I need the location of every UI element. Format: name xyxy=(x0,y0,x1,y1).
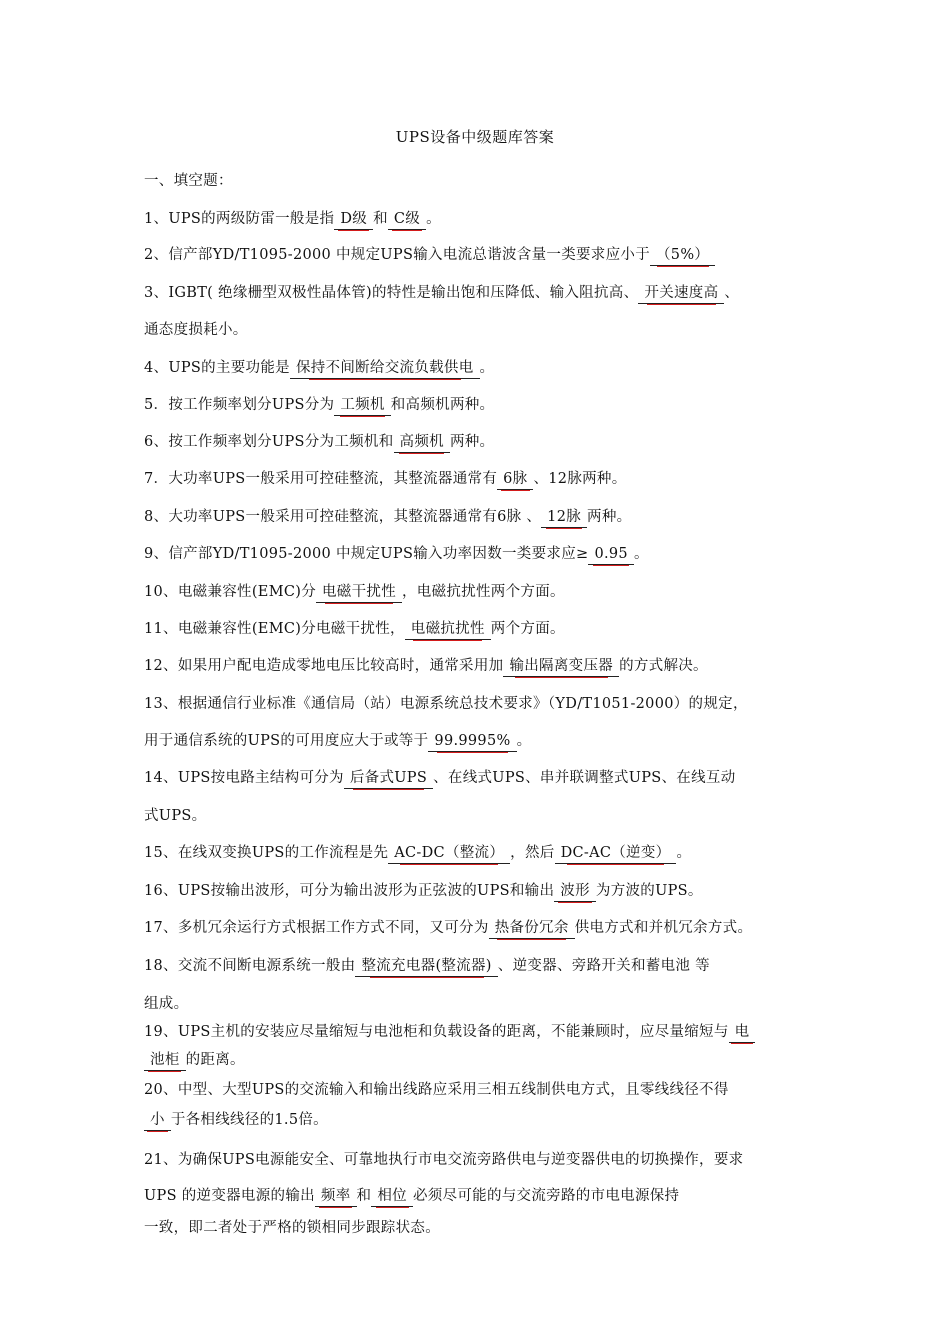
answer-text: 相位 xyxy=(377,1188,407,1204)
answer-blank xyxy=(334,209,373,230)
answer-blank xyxy=(489,918,575,939)
answer-text: 0.95 xyxy=(594,546,628,562)
question-line xyxy=(144,358,814,379)
red-underline-mark xyxy=(370,977,484,978)
red-underline-mark xyxy=(593,565,629,566)
answer-blank xyxy=(541,507,587,528)
question-line xyxy=(144,656,814,677)
red-underline-mark xyxy=(567,864,665,865)
red-underline-mark xyxy=(376,1207,409,1208)
red-underline-mark xyxy=(400,864,498,865)
answer-text: 输出隔离变压器 xyxy=(509,658,614,674)
question-text: 。 xyxy=(516,733,532,749)
question-text: 17、多机冗余运行方式根据工作方式不同，又可分为 xyxy=(144,920,489,936)
answer-blank xyxy=(555,843,677,864)
answer-text: 整流充电器(整流器) xyxy=(361,958,492,974)
question-text: 2、信产部YD/T1095-2000 中规定UPS输入电流总谐波含量一类要求应小于 xyxy=(144,247,650,263)
question-text: UPS 的逆变器电源的输出 xyxy=(144,1188,315,1204)
answer-text: 电磁抗扰性 xyxy=(410,621,485,637)
question-text: 8、大功率UPS一般采用可控硅整流，其整流器通常有6脉 、 xyxy=(144,509,542,525)
answer-blank xyxy=(334,395,390,416)
answer-text: 开关速度高 xyxy=(644,285,719,301)
answer-blank xyxy=(405,619,491,640)
question-text: 6、按工作频率划分UPS分为工频机和 xyxy=(144,434,394,450)
question-text: 两种。 xyxy=(449,434,495,450)
question-line xyxy=(144,918,814,939)
question-text: 12、如果用户配电造成零地电压比较高时，通常采用加 xyxy=(144,658,504,674)
question-line xyxy=(144,1110,814,1131)
question-text: 于各相线线径的1.5倍。 xyxy=(170,1112,328,1128)
answer-blank xyxy=(503,656,619,677)
question-text: 、逆变器、旁路开关和蓄电池 等 xyxy=(497,958,710,974)
question-text: 4、UPS的主要功能是 xyxy=(144,360,290,376)
question-text: 1、UPS的两级防雷一般是指 xyxy=(144,211,335,227)
question-line xyxy=(144,843,814,864)
red-underline-mark xyxy=(437,752,508,753)
question-text: 3、IGBT( 绝缘栅型双极性晶体管)的特性是输出饱和压降低、输入阻抗高、 xyxy=(144,285,639,301)
answer-text: C级 xyxy=(393,211,421,227)
question-text: ，然后 xyxy=(510,845,555,861)
question-line xyxy=(144,731,814,752)
red-underline-mark xyxy=(515,677,608,678)
answer-text: 保持不间断给交流负载供电 xyxy=(295,360,474,376)
question-text: 、 xyxy=(724,285,740,301)
red-underline-mark xyxy=(147,1131,168,1132)
answer-text: 热备份冗余 xyxy=(494,920,569,936)
question-text: 18、交流不间断电源系统一般由 xyxy=(144,958,356,974)
answer-blank xyxy=(428,731,516,752)
answer-text: 波形 xyxy=(560,883,590,899)
answer-blank xyxy=(650,245,715,266)
question-text: 21、为确保UPS电源能安全、可靠地执行市电交流旁路供电与逆变器供电的切换操作，要求 xyxy=(144,1152,744,1168)
answer-text: 电磁干扰性 xyxy=(322,584,396,600)
question-line xyxy=(144,1186,814,1207)
answer-blank xyxy=(344,768,433,789)
question-line xyxy=(144,320,814,340)
question-text: 7．大功率UPS一般采用可控硅整流，其整流器通常有 xyxy=(144,471,498,487)
question-text: 19、UPS主机的安装应尽量缩短与电池柜和负载设备的距离，不能兼顾时，应尽量缩短与 xyxy=(144,1024,729,1040)
question-text: 13、根据通信行业标准《通信局（站）电源系统总技术要求》（YD/T1051-2000）的规定， xyxy=(144,696,748,712)
red-underline-mark xyxy=(413,640,482,641)
question-text: 5．按工作频率划分UPS分为 xyxy=(144,397,335,413)
question-text: 、在线式UPS、串并联调整式UPS、在线互动 xyxy=(433,770,736,786)
answer-blank xyxy=(588,544,634,565)
answer-text: AC-DC（整流） xyxy=(394,845,505,861)
question-text: 、12脉两种。 xyxy=(533,471,627,487)
answer-blank xyxy=(554,881,596,902)
answer-text: （5%） xyxy=(656,247,710,263)
red-underline-mark xyxy=(340,416,385,417)
red-underline-mark xyxy=(501,490,530,491)
red-underline-mark xyxy=(392,230,423,231)
red-underline-mark xyxy=(353,789,424,790)
question-line xyxy=(144,283,814,304)
question-text: 11、电磁兼容性(EMC)分电磁干扰性， xyxy=(144,621,405,637)
question-text: 组成。 xyxy=(144,996,189,1012)
answer-blank xyxy=(144,1050,186,1071)
question-line xyxy=(144,507,814,528)
question-line xyxy=(144,395,814,416)
question-line xyxy=(144,1150,814,1170)
question-line xyxy=(144,806,814,826)
question-text: 。 xyxy=(676,845,692,861)
page-title: UPS设备中级题库答案 xyxy=(395,128,555,146)
question-text: 和 xyxy=(356,1188,372,1204)
answer-blank xyxy=(371,1186,413,1207)
red-underline-mark xyxy=(497,939,566,940)
answer-text: 后备式UPS xyxy=(349,770,428,786)
red-underline-mark xyxy=(399,453,444,454)
answer-blank xyxy=(497,469,533,490)
question-text: 的方式解决。 xyxy=(619,658,708,674)
answer-text: 99.9995% xyxy=(434,733,511,749)
answer-blank xyxy=(394,432,450,453)
question-line xyxy=(144,768,814,789)
question-text: 和 xyxy=(373,211,388,227)
answer-text: 6脉 xyxy=(503,471,528,487)
question-text: 16、UPS按输出波形，可分为输出波形为正弦波的UPS和输出 xyxy=(144,883,555,899)
red-underline-mark xyxy=(731,1043,752,1044)
question-line xyxy=(144,694,814,714)
answer-blank xyxy=(388,843,510,864)
question-line xyxy=(144,245,814,266)
question-text: 式UPS。 xyxy=(144,808,207,824)
question-line xyxy=(144,544,814,565)
question-text: 用于通信系统的UPS的可用度应大于或等于 xyxy=(144,733,429,749)
question-text: 9、信产部YD/T1095-2000 中规定UPS输入功率因数一类要求应≥ xyxy=(144,546,589,562)
answer-blank xyxy=(144,1110,171,1131)
question-line xyxy=(144,881,814,902)
question-text: 两个方面。 xyxy=(490,621,565,637)
answer-text: D级 xyxy=(340,211,368,227)
red-underline-mark xyxy=(546,528,583,529)
question-text: 供电方式和并机冗余方式。 xyxy=(574,920,753,936)
question-line xyxy=(144,209,814,230)
question-text: ，电磁抗扰性两个方面。 xyxy=(402,584,565,600)
question-line xyxy=(144,469,814,490)
answer-text: 高频机 xyxy=(399,434,444,450)
question-line xyxy=(144,432,814,453)
red-underline-mark xyxy=(319,1207,352,1208)
red-underline-mark xyxy=(657,266,709,267)
question-text: 的距离。 xyxy=(185,1052,245,1068)
red-underline-mark xyxy=(647,304,716,305)
question-text: 15、在线双变换UPS的工作流程是先 xyxy=(144,845,389,861)
question-line xyxy=(144,1022,814,1043)
answer-blank xyxy=(729,1022,756,1043)
answer-text: 小 xyxy=(150,1112,165,1128)
question-text: 通态度损耗小。 xyxy=(144,322,248,338)
answer-text: 12脉 xyxy=(547,509,582,525)
question-line xyxy=(144,1080,814,1100)
red-underline-mark xyxy=(148,1071,181,1072)
question-line xyxy=(144,956,814,977)
question-line xyxy=(144,619,814,640)
question-line xyxy=(144,1050,814,1071)
question-line xyxy=(144,1218,814,1238)
question-line xyxy=(144,582,814,603)
question-line xyxy=(144,994,814,1014)
answer-blank xyxy=(316,582,402,603)
answer-blank xyxy=(355,956,497,977)
answer-text: DC-AC（逆变） xyxy=(560,845,671,861)
red-underline-mark xyxy=(338,230,369,231)
answer-blank xyxy=(290,358,480,379)
question-text: 一致，即二者处于严格的锁相同步跟踪状态。 xyxy=(144,1220,440,1236)
answer-blank xyxy=(638,283,724,304)
answer-blank xyxy=(315,1186,357,1207)
question-text: 。 xyxy=(479,360,495,376)
section-heading: 一、填空题： xyxy=(144,173,233,189)
answer-blank xyxy=(388,209,426,230)
answer-text: 电 xyxy=(734,1024,750,1040)
answer-text: 池柜 xyxy=(150,1052,180,1068)
question-text: 。 xyxy=(633,546,649,562)
red-underline-mark xyxy=(309,379,461,380)
question-text: 20、中型、大型UPS的交流输入和输出线路应采用三相五线制供电方式，且零线线径不得 xyxy=(144,1082,729,1098)
question-text: 两种。 xyxy=(587,509,632,525)
question-text: 必须尽可能的与交流旁路的市电电源保持 xyxy=(412,1188,680,1204)
question-text: 10、电磁兼容性(EMC)分 xyxy=(144,584,316,600)
question-text: 和高频机两种。 xyxy=(390,397,495,413)
red-underline-mark xyxy=(325,603,394,604)
question-text: 为方波的UPS。 xyxy=(595,883,703,899)
answer-text: 工频机 xyxy=(340,397,385,413)
question-text: 。 xyxy=(426,211,441,227)
red-underline-mark xyxy=(558,902,591,903)
question-text: 14、UPS按电路主结构可分为 xyxy=(144,770,344,786)
answer-text: 频率 xyxy=(320,1188,351,1204)
